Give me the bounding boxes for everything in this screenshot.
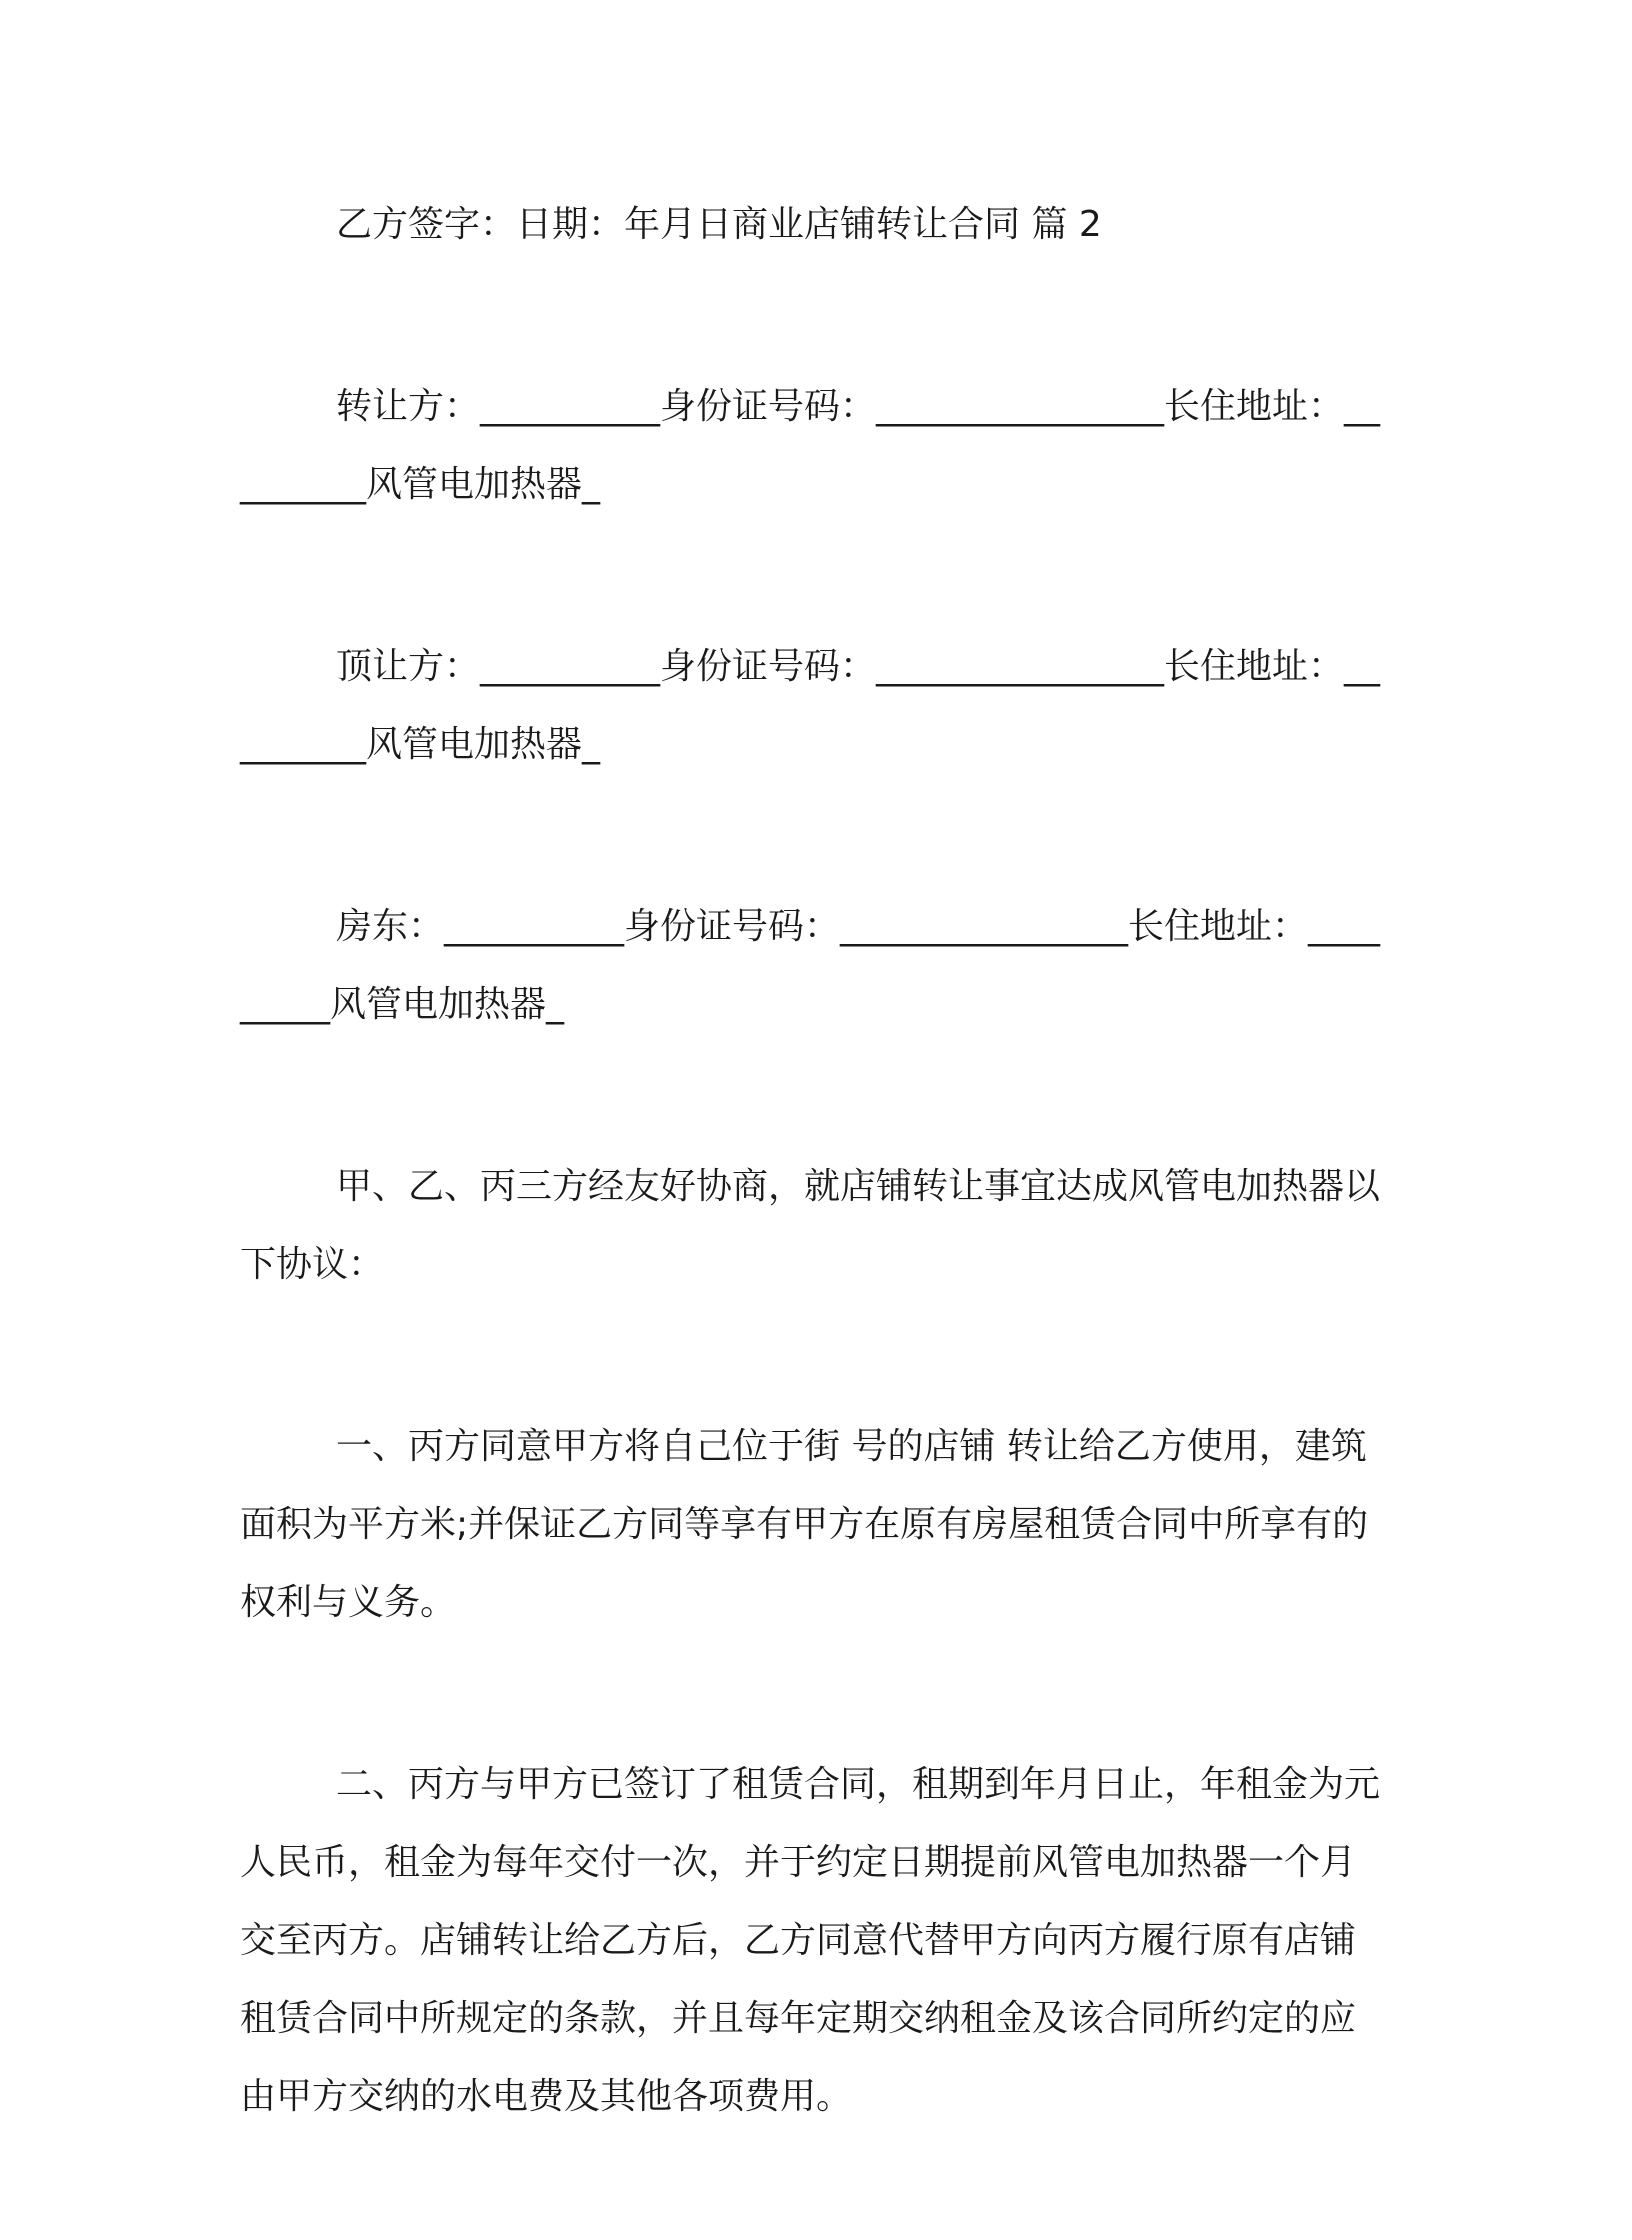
document-body — [240, 186, 1390, 2240]
transferee-info: 顶让方：__________身份证号码：________________长住地址：_________风管电加热器_ — [240, 646, 1381, 765]
agreement-intro: 甲、乙、丙三方经友好协商，就店铺转让事宜达成风管电加热器以下协议： — [240, 1166, 1381, 1285]
landlord-info: 房东：__________身份证号码：________________长住地址：_________风管电加热器_ — [240, 906, 1381, 1025]
signature-date-line: 乙方签字：日期：年月日商业店铺转让合同 篇 2 — [336, 204, 1102, 245]
transferor-info: 转让方：__________身份证号码：________________长住地址：_________风管电加热器_ — [240, 386, 1381, 505]
clause-one: 一、丙方同意甲方将自己位于街 号的店铺 转让给乙方使用，建筑面积为平方米;并保证乙方同等享有甲方在原有房屋租赁合同中所享有的权利与义务。 — [240, 1426, 1369, 1623]
clause-two: 二、丙方与甲方已签订了租赁合同，租期到年月日止，年租金为元人民币，租金为每年交付一次，并于约定日期提前风管电加热器一个月交至丙方。店铺转让给乙方后，乙方同意代替甲方向丙方履行原有店铺租赁合同中所规定的条款，并且每年定期交纳租金及该合同所约定的应由甲方交纳的水电费及其他各项费用。 — [240, 1764, 1381, 2117]
